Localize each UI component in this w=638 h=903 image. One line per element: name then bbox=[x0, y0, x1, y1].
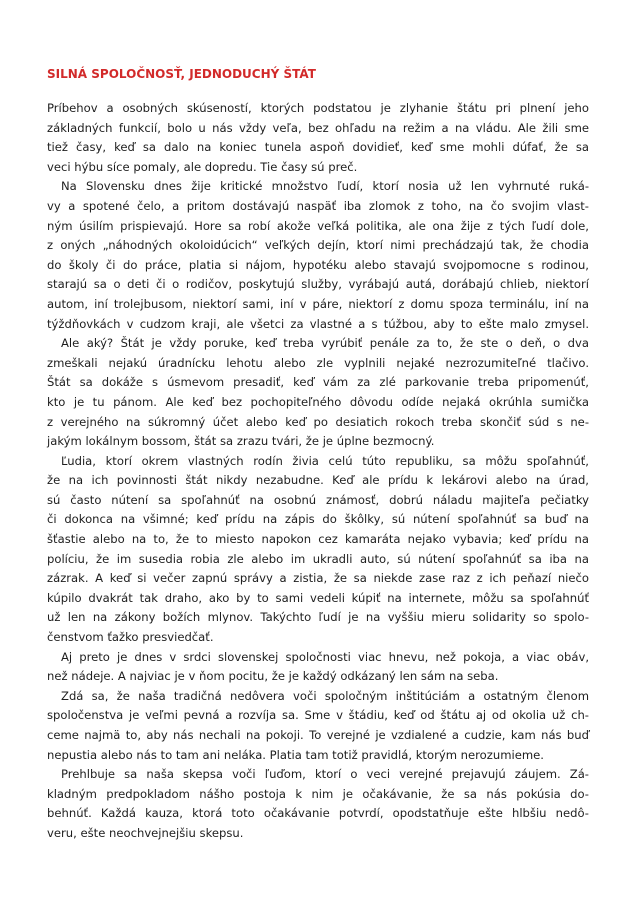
text-line: autom, iní trolejbusom, niektorí sami, iní v páre, niektorí z domu spoza terminálu, iní na bbox=[47, 296, 589, 311]
text-line: z verejného na súkromný účet alebo keď po desiatich rokoch treba skončiť súd s ne- bbox=[47, 414, 589, 429]
text-line: Na Slovensku dnes žije kritické množstvo ľudí, ktorí nosia už len vyhrnuté ruká- bbox=[61, 179, 589, 194]
text-line: ným úsilím prispievajú. Hore sa robí akože veľká politika, ale ona žije z tých ľudí dole, bbox=[47, 218, 589, 233]
text-line: než nádeje. A najviac je v ňom pocitu, že je každý odkázaný len sám na seba. bbox=[47, 669, 499, 684]
text-line: Príbehov a osobných skúseností, ktorých podstatou je zlyhanie štátu pri plnení jeho bbox=[47, 101, 589, 115]
text-line: šťastie alebo na to, že to miesto napokon cez kamaráta nejako vybavia; keď prídu na bbox=[47, 532, 589, 547]
text-line: kto je tu pánom. Ale keď bez pochopiteľného dôvodu odíde nejaká okrúhla sumička bbox=[47, 394, 589, 409]
text-line: z oných „náhodných okoloidúcich“ veľkých dejín, ktorí nimi prechádzajú tak, že chodia bbox=[47, 238, 589, 253]
body-text bbox=[47, 99, 589, 844]
text-line: zmeškali nejakú úradnícku lehotu alebo zle vyplnili nejaké nezrozumiteľné tlačivo. bbox=[47, 355, 589, 370]
text-line: Ľudia, ktorí okrem vlastných rodín živia celú túto republiku, sa môžu spoľahnúť, bbox=[61, 453, 589, 468]
text-line: zázrak. A keď si večer zapnú správy a zistia, že sa niekde zase raz z ich peňazí niečo bbox=[47, 571, 589, 586]
text-line: tiež časy, keď sa dalo na koniec tunela aspoň dovidieť, keď sme mohli dúfať, že sa bbox=[47, 140, 589, 155]
text-line: Zdá sa, že naša tradičná nedôvera voči spoločným inštitúciám a ostatným členom bbox=[61, 688, 589, 703]
text-line: starajú sa o deti či o rodičov, poskytujú služby, vyrábajú autá, dorábajú chlieb, niektorí bbox=[47, 277, 589, 292]
text-line: týždňovkách v cudzom kraji, ale všetci za vlastné a s túžbou, aby to ešte malo zmysel. bbox=[47, 316, 589, 331]
text-line: základných funkcií, bolo u nás vždy veľa, bez ohľadu na režim a na vládu. Ale žili sme bbox=[47, 120, 589, 135]
section-heading: SILNÁ SPOLOČNOSŤ, JEDNODUCHÝ ŠTÁT bbox=[47, 67, 316, 81]
text-line: Aj preto je dnes v srdci slovenskej spoločnosti viac hnevu, než pokoja, a viac obáv, bbox=[61, 649, 589, 664]
text-line: políciu, že im susedia robia zle alebo im ukradli auto, sú nútení spoľahnúť sa iba na bbox=[47, 551, 589, 566]
text-line: že na ich povinnosti štát nikdy nezabudne. Keď ale prídu k lekárovi alebo na úrad, bbox=[47, 473, 589, 488]
text-line: Prehlbuje sa naša skepsa voči ľuďom, ktorí o veci verejné prejavujú záujem. Zá- bbox=[61, 767, 589, 782]
text-line: čenstvom ťažko presviedčať. bbox=[47, 630, 214, 645]
text-line: nepustia alebo nás to tam ani neláka. Platia tam totiž pravidlá, ktorým nerozumieme. bbox=[47, 747, 544, 762]
text-line: do školy či do práce, platia si nájom, hypotéku alebo stavajú svojpomocne s rodinou, bbox=[47, 257, 589, 272]
text-line: veci hýbu síce pomaly, ale dopredu. Tie časy sú preč. bbox=[47, 159, 358, 174]
text-line: behnúť. Každá kauza, ktorá toto očakávanie potvrdí, opodstatňuje ešte hlbšiu nedô- bbox=[47, 806, 589, 821]
text-line: Štát sa dokáže s úsmevom presadiť, keď vám za zlé parkovanie treba pripomenúť, bbox=[47, 375, 589, 390]
text-line: veru, ešte neochvejnejšiu skepsu. bbox=[47, 825, 244, 840]
text-line: jakým lokálnym bossom, štát sa zrazu tvári, že je úplne bezmocný. bbox=[47, 434, 435, 449]
text-line: ceme najmä to, aby nás nechali na pokoji. To verejné je vzdialené a cudzie, kam nás buď bbox=[47, 728, 589, 742]
text-line: kúpilo dvakrát tak draho, ako by to sami vedeli kúpiť na internete, môžu sa spoľahnúť bbox=[47, 590, 589, 605]
text-line: sú často nútení sa spoľahnúť na osobnú známosť, dobrú náladu majiteľa pečiatky bbox=[47, 492, 589, 507]
text-line: spoločenstva je veľmi pevná a rozvíja sa. Sme v štádiu, keď od štátu aj od okolia už ch- bbox=[47, 708, 589, 723]
text-line: kladným predpokladom nášho postoja k nim je očakávanie, že sa nás pokúsia do- bbox=[47, 786, 589, 801]
text-line: Ale aký? Štát je vždy poruke, keď treba vyrúbiť penále za to, že ste o deň, o dva bbox=[61, 336, 589, 351]
text-line: vy a spotené čelo, a pritom dostávajú naspäť iba zlomok z toho, na čo svojim vlast- bbox=[47, 198, 589, 213]
text-line: už len na zákony božích mlynov. Takýchto ľudí je na vyššiu mieru solidarity so spolo- bbox=[47, 610, 589, 625]
text-line: či dokonca na všimné; keď prídu na zápis do škôlky, sú nútení spoľahnúť sa buď na bbox=[47, 512, 589, 527]
